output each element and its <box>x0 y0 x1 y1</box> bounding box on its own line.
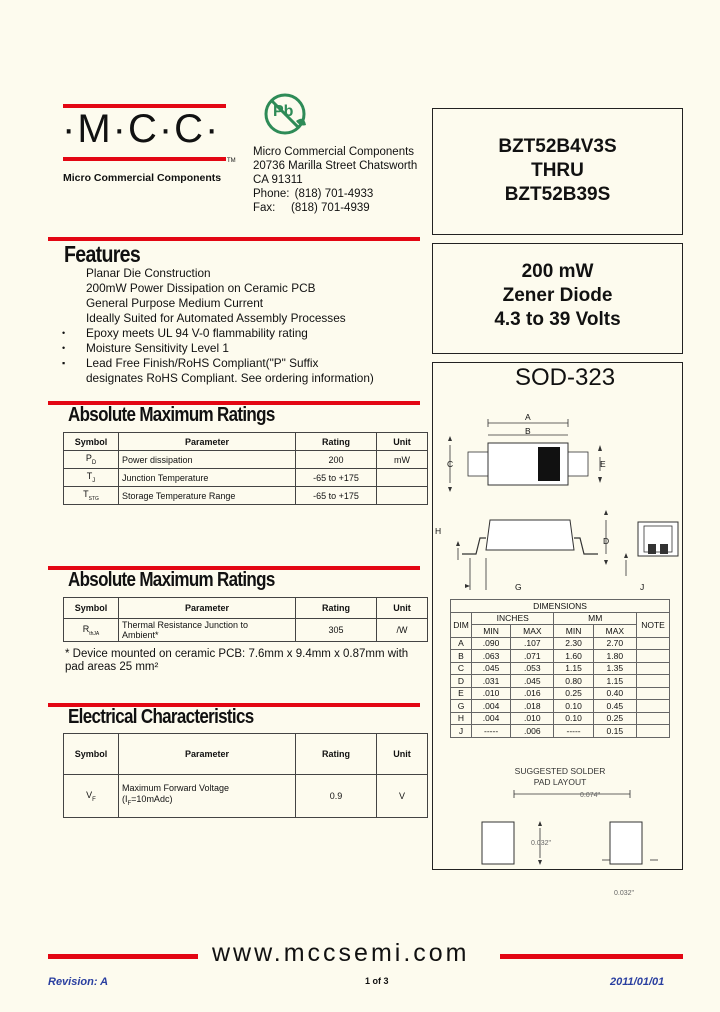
note-line1: * Device mounted on ceramic PCB: 7.6mm x 9.4mm x 0.87mm with <box>65 648 409 660</box>
dim-label-j: J <box>640 582 645 592</box>
part-number-box <box>432 108 683 235</box>
unit-cell <box>377 469 428 487</box>
feature-item <box>62 281 422 296</box>
amr1-table <box>63 432 428 505</box>
dim-cell: 1.80 <box>593 650 636 663</box>
dim-cell: .018 <box>511 700 554 713</box>
elec-header-unit: Unit <box>377 734 428 775</box>
rohs-pb-free-icon <box>260 91 310 137</box>
dim-cell: 1.60 <box>554 650 593 663</box>
dim-cell: D <box>451 675 472 688</box>
amr2-table <box>63 597 428 642</box>
mcc-logo: ·M·C·C· <box>62 107 221 151</box>
table-row <box>451 687 670 700</box>
parameter-line2-b: =10mAdc) <box>131 793 173 804</box>
unit-cell: V <box>377 775 428 818</box>
dim-cell: ----- <box>554 725 593 738</box>
feature-item <box>62 356 422 371</box>
dim-cell: .010 <box>472 687 511 700</box>
dim-cell: J <box>451 725 472 738</box>
address-city: CA 91311 <box>253 174 303 186</box>
address-street: 20736 Marilla Street Chatsworth <box>253 160 418 172</box>
dim-cell: 0.15 <box>593 725 636 738</box>
dim-cell: .004 <box>472 712 511 725</box>
symbol-cell <box>64 487 119 505</box>
feature-text: Epoxy meets UL 94 V-0 flammability rating <box>86 326 308 340</box>
parameter-cell <box>119 775 296 818</box>
footer-url[interactable]: www.mccsemi.com <box>212 939 470 967</box>
dim-cell: .053 <box>511 662 554 675</box>
pad-width-label: 0.074" <box>580 792 601 799</box>
dim-cell: B <box>451 650 472 663</box>
phone-label: Phone: <box>253 188 290 200</box>
dim-cell: 2.70 <box>593 637 636 650</box>
voltage-range: 4.3 to 39 Volts <box>494 309 621 330</box>
dim-cell <box>637 675 670 688</box>
table-row <box>451 700 670 713</box>
parameter-line1: Maximum Forward Voltage <box>122 782 230 793</box>
mm-header: MM <box>554 612 637 625</box>
symbol-sub: J <box>92 477 96 484</box>
rating-cell: 305 <box>296 619 377 642</box>
inches-min-header: MIN <box>472 625 511 638</box>
parameter-cell: Storage Temperature Range <box>119 487 296 505</box>
dim-cell: .006 <box>511 725 554 738</box>
table-row <box>451 662 670 675</box>
pad-spacing-label: 0.032" <box>614 890 635 897</box>
elec-header-symbol: Symbol <box>64 734 119 775</box>
part-number-thru: THRU <box>531 160 584 181</box>
table-row <box>64 451 428 469</box>
table-row <box>64 775 428 818</box>
dim-label-e: E <box>600 459 606 469</box>
bullet-icon: ▪ <box>62 358 66 368</box>
dimensions-table <box>450 599 670 738</box>
symbol-text: P <box>85 453 92 464</box>
dim-cell: C <box>451 662 472 675</box>
feature-text: Ideally Suited for Automated Assembly Processes <box>86 311 346 325</box>
parameter-cell <box>119 619 296 642</box>
company-address <box>253 145 417 215</box>
pad-height-label: 0.032" <box>531 840 552 847</box>
feature-item <box>62 371 422 386</box>
dim-cell: 0.10 <box>554 700 593 713</box>
dim-cell: 0.10 <box>554 712 593 725</box>
inches-header: INCHES <box>472 612 554 625</box>
symbol-text: T <box>83 489 89 500</box>
unit-cell: mW <box>377 451 428 469</box>
amr1-header-parameter: Parameter <box>119 433 296 451</box>
dim-label-b: B <box>525 426 531 436</box>
dim-cell: A <box>451 637 472 650</box>
elec-header-parameter: Parameter <box>119 734 296 775</box>
rating-cell: -65 to +175 <box>296 487 377 505</box>
logo-company-name: Micro Commercial Components <box>63 172 222 184</box>
features-list <box>62 266 422 386</box>
part-number-end: BZT52B39S <box>504 184 611 205</box>
amr2-header-parameter: Parameter <box>119 598 296 619</box>
dim-cell: .004 <box>472 700 511 713</box>
dim-cell: H <box>451 712 472 725</box>
symbol-cell <box>64 619 119 642</box>
dim-cell: .063 <box>472 650 511 663</box>
mm-max-header: MAX <box>593 625 636 638</box>
dim-cell: 1.15 <box>554 662 593 675</box>
symbol-text: V <box>86 789 93 800</box>
dim-cell: 1.15 <box>593 675 636 688</box>
feature-item <box>62 296 422 311</box>
parameter-line2-sub: F <box>127 800 132 807</box>
symbol-cell <box>64 451 119 469</box>
amr1-header-symbol: Symbol <box>64 433 119 451</box>
dim-cell: ----- <box>472 725 511 738</box>
feature-text: Moisture Sensitivity Level 1 <box>86 341 229 355</box>
bullet-icon: • <box>62 343 66 353</box>
dim-cell: .071 <box>511 650 554 663</box>
note-line2: pad areas 25 mm² <box>65 661 159 673</box>
pad-title-line1: SUGGESTED SOLDER <box>514 766 606 776</box>
amr1-title: Absolute Maximum Ratings <box>68 404 275 426</box>
part-number-start: BZT52B4V3S <box>498 136 617 157</box>
table-row <box>451 712 670 725</box>
address-fax-row <box>253 201 417 215</box>
dim-cell: E <box>451 687 472 700</box>
address-phone-row <box>253 187 417 201</box>
fax-number: (818) 701-4939 <box>291 202 370 214</box>
address-company: Micro Commercial Components <box>253 146 415 158</box>
dim-cell: 0.25 <box>593 712 636 725</box>
dim-cell: .045 <box>511 675 554 688</box>
amr2-header-rating: Rating <box>296 598 377 619</box>
elec-title: Electrical Characteristics <box>68 706 254 728</box>
revision-label: Revision: A <box>48 976 109 988</box>
rating-cell: 0.9 <box>296 775 377 818</box>
logo-bottom-bar <box>63 157 226 161</box>
pad-title-line2: PAD LAYOUT <box>533 777 587 787</box>
symbol-sub: thJA <box>89 630 100 637</box>
inches-max-header: MAX <box>511 625 554 638</box>
dim-cell <box>637 725 670 738</box>
amr2-header-unit: Unit <box>377 598 428 619</box>
fax-label: Fax: <box>253 202 276 214</box>
feature-text: 200mW Power Dissipation on Ceramic PCB <box>86 281 316 295</box>
dim-label-a: A <box>525 412 531 422</box>
symbol-cell <box>64 469 119 487</box>
symbol-sub: D <box>91 459 97 466</box>
package-name: SOD-323 <box>515 364 616 391</box>
dim-cell: 0.25 <box>554 687 593 700</box>
dim-cell: .045 <box>472 662 511 675</box>
amr2-header-symbol: Symbol <box>64 598 119 619</box>
parameter-line2 <box>122 794 292 810</box>
trademark: TM <box>227 158 236 164</box>
table-row <box>451 725 670 738</box>
dim-cell: 1.35 <box>593 662 636 675</box>
symbol-text: T <box>86 471 93 482</box>
rating-cell: 200 <box>296 451 377 469</box>
dim-cell: 0.80 <box>554 675 593 688</box>
dim-header: DIM <box>451 612 472 637</box>
table-row <box>64 487 428 505</box>
amr2-note <box>65 648 408 674</box>
feature-item <box>62 266 422 281</box>
product-description-box <box>432 243 683 354</box>
parameter-cell: Power dissipation <box>119 451 296 469</box>
pad-layout-title <box>500 766 620 788</box>
dimensions-title: DIMENSIONS <box>451 600 670 613</box>
elec-header-rating: Rating <box>296 734 377 775</box>
revision-date: 2011/01/01 <box>610 976 665 988</box>
note-header: NOTE <box>637 612 670 637</box>
unit-cell <box>377 487 428 505</box>
features-title: Features <box>64 241 141 267</box>
table-row <box>451 650 670 663</box>
dim-cell <box>637 712 670 725</box>
dim-cell: .010 <box>511 712 554 725</box>
symbol-sub: F <box>92 796 96 803</box>
dim-cell: 0.45 <box>593 700 636 713</box>
page-number: 1 of 3 <box>365 976 389 986</box>
dim-cell: 2.30 <box>554 637 593 650</box>
dim-label-c: C <box>447 459 454 469</box>
dim-label-d: D <box>603 536 610 546</box>
elec-table <box>63 733 428 818</box>
dim-cell: .016 <box>511 687 554 700</box>
rating-cell: -65 to +175 <box>296 469 377 487</box>
dim-cell <box>637 700 670 713</box>
power-rating: 200 mW <box>521 261 594 282</box>
dim-cell <box>637 637 670 650</box>
phone-number: (818) 701-4933 <box>294 188 374 200</box>
mm-min-header: MIN <box>554 625 593 638</box>
dim-label-g: G <box>515 582 522 592</box>
table-row <box>64 619 428 642</box>
amr1-header-rating: Rating <box>296 433 377 451</box>
feature-item <box>62 341 422 356</box>
dim-label-h: H <box>435 526 442 536</box>
feature-item <box>62 311 422 326</box>
amr2-title: Absolute Maximum Ratings <box>68 569 275 591</box>
pad-layout-diagram <box>470 788 670 868</box>
device-type: Zener Diode <box>502 285 613 306</box>
dim-cell <box>637 687 670 700</box>
parameter-line2: Ambient* <box>122 630 159 640</box>
feature-text: General Purpose Medium Current <box>86 296 264 310</box>
symbol-text: R <box>82 623 90 634</box>
feature-text: Planar Die Construction <box>86 266 211 280</box>
dim-cell: .090 <box>472 637 511 650</box>
bullet-icon: • <box>62 328 66 338</box>
symbol-sub: STG <box>88 495 99 502</box>
feature-text: designates RoHS Compliant. See ordering information) <box>86 371 374 385</box>
table-row <box>451 637 670 650</box>
footer-bar-left <box>48 954 198 959</box>
parameter-cell: Junction Temperature <box>119 469 296 487</box>
rohs-pb-text: Pb <box>273 103 294 120</box>
dim-cell: .107 <box>511 637 554 650</box>
dim-cell: G <box>451 700 472 713</box>
symbol-cell <box>64 775 119 818</box>
dim-cell: 0.40 <box>593 687 636 700</box>
feature-item <box>62 326 422 341</box>
feature-text: Lead Free Finish/RoHS Compliant("P" Suffix <box>86 356 319 370</box>
table-row <box>64 469 428 487</box>
parameter-line2-a: (I <box>122 793 128 804</box>
parameter-line1: Thermal Resistance Junction to <box>122 620 249 630</box>
unit-cell: /W <box>377 619 428 642</box>
dim-cell: .031 <box>472 675 511 688</box>
amr1-header-unit: Unit <box>377 433 428 451</box>
footer-bar-right <box>500 954 683 959</box>
dim-cell <box>637 650 670 663</box>
table-row <box>451 675 670 688</box>
dim-cell <box>637 662 670 675</box>
